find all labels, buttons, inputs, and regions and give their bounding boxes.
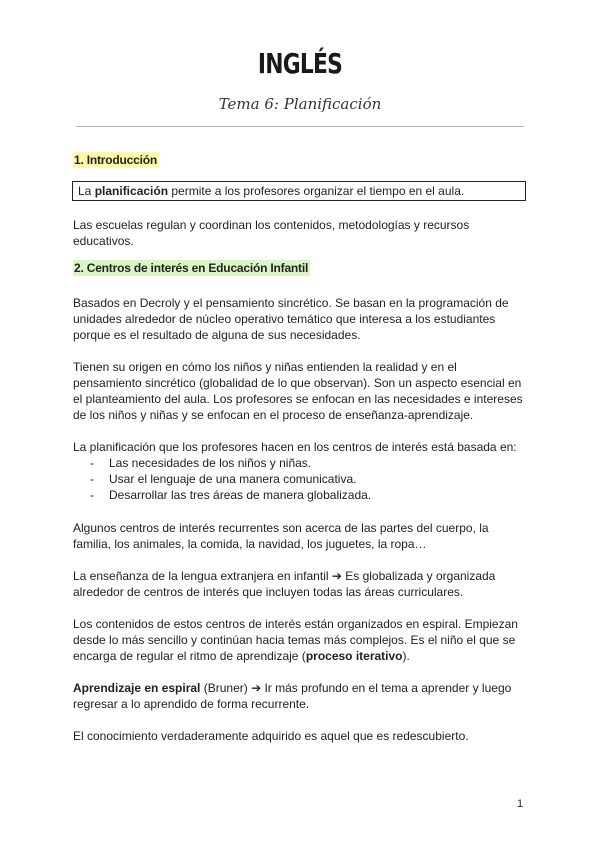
bullet-list — [73, 455, 525, 503]
document-body — [73, 150, 525, 744]
page-subtitle: Tema 6: Planificación — [218, 95, 382, 113]
arrow-icon: ➔ — [251, 681, 262, 695]
section-heading-introduccion: 1. Introducción — [74, 153, 158, 167]
intro-paragraph: Las escuelas regulan y coordinan los contenidos, metodologías y recursos educativos. — [73, 218, 470, 248]
list-item: - Desarrollar las tres áreas de manera globalizada. — [90, 488, 372, 502]
paragraph-lengua-extranjera: La enseñanza de la lengua extranjera en infantil ➔ Es globalizada y organizada alrededor de centros de interés que incluyen todas las áreas curriculares. — [73, 569, 496, 599]
arrow-icon: ➔ — [331, 569, 342, 583]
page-title: INGLÉS — [257, 47, 343, 80]
definition-text-before: La — [78, 184, 95, 198]
divider — [76, 126, 524, 127]
paragraph-conocimiento: El conocimiento verdaderamente adquirido es aquel que es redescubierto. — [73, 729, 469, 743]
page-number: 1 — [517, 798, 524, 810]
section-heading-centros: 2. Centros de interés en Educación Infantil — [74, 261, 309, 275]
paragraph-espiral: Los contenidos de estos centros de interés están organizados en espiral. Empiezan desde lo más sencillo y continúan hacia temas más complejos. Es el niño el que se encarga de regular el ritmo de aprendizaje (proceso iterativo). — [73, 617, 518, 663]
list-item: - Usar el lenguaje de una manera comunicativa. — [90, 472, 357, 486]
paragraph-centros-recurrentes: Algunos centros de interés recurrentes son acerca de las partes del cuerpo, la familia, los animales, la comida, la navidad, los juguetes, la ropa… — [73, 521, 489, 551]
definition-box — [72, 181, 526, 201]
paragraph-bruner: Aprendizaje en espiral (Bruner) ➔ Ir más profundo en el tema a aprender y luego regresar a lo aprendido de forma recurrente. — [73, 681, 512, 711]
paragraph-planificacion-intro: La planificación que los profesores hacen en los centros de interés está basada en: — [73, 440, 517, 454]
definition-text-after: permite a los profesores organizar el tiempo en el aula. — [168, 184, 465, 198]
paragraph-origen: Tienen su origen en cómo los niños y niñas entienden la realidad y en el pensamiento sincrético (globalidad de lo que observan). Son un aspecto esencial en el planteamiento del aula. Los profesores se enfocan en las necesidades e intereses de los niños y niñas y se enfocan en el proceso de enseñanza-aprendizaje. — [73, 360, 523, 422]
list-item: - Las necesidades de los niños y niñas. — [90, 456, 312, 470]
definition-term: planificación — [94, 184, 169, 198]
paragraph-decroly: Basados en Decroly y el pensamiento sincrético. Se basan en la programación de unidades alrededor de núcleo operativo temático que interesa a los estudiantes porque es el resultado de alguna de sus necesidades. — [73, 296, 509, 342]
